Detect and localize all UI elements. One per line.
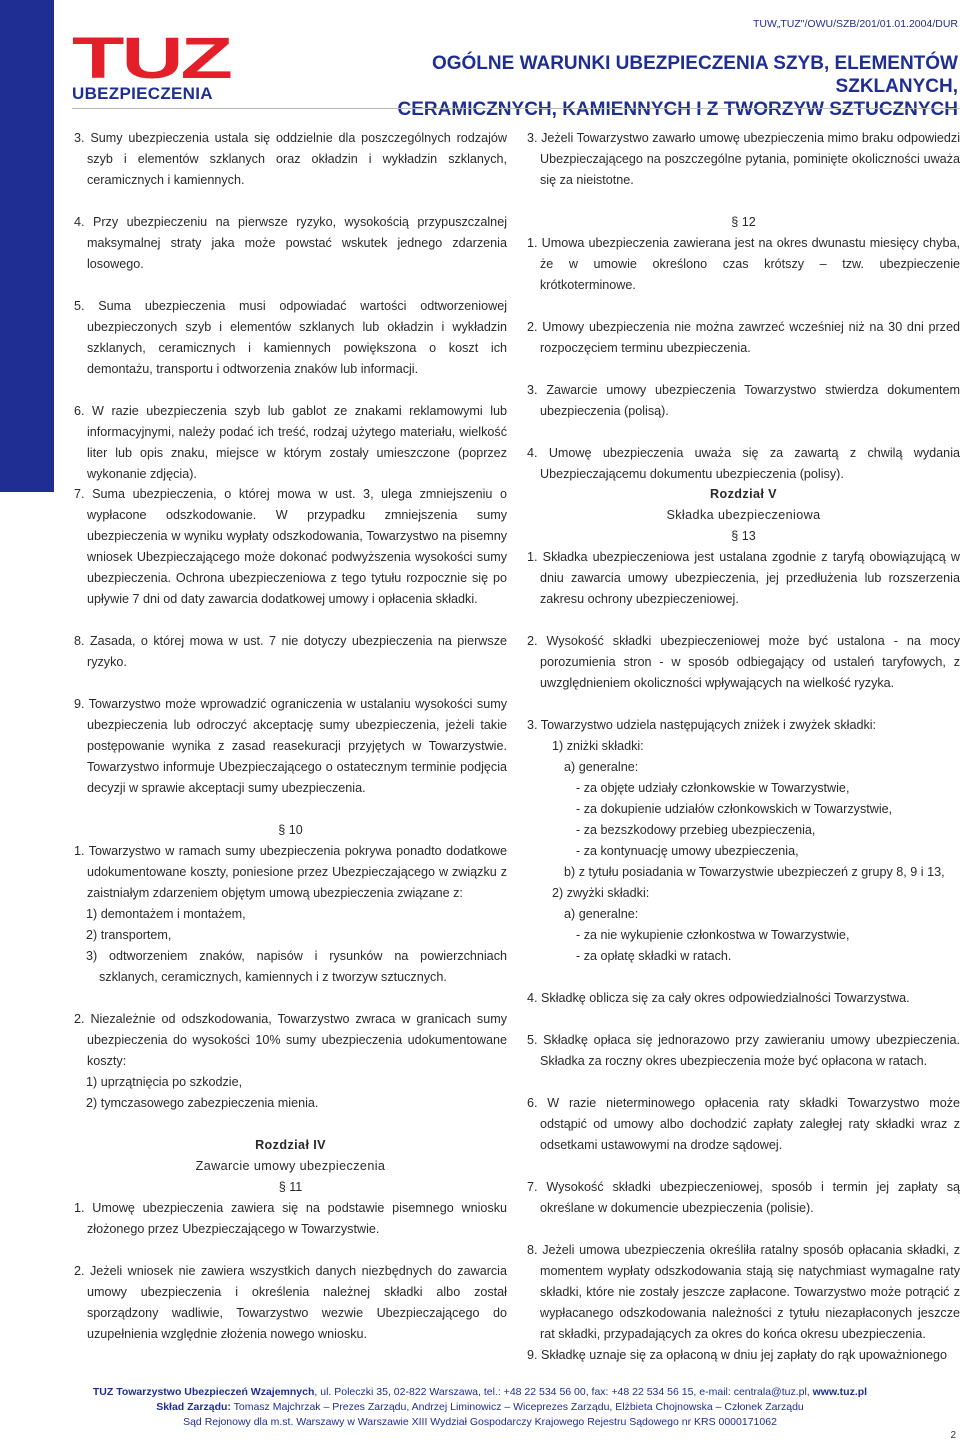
paragraph-8: 8. Zasada, o której mowa w ust. 7 nie dotyczy ubezpieczenia na pierwsze ryzyko. [74, 634, 507, 669]
logo-subtitle: UBEZPIECZENIA [72, 84, 213, 103]
section-10-point-1: 1. Towarzystwo w ramach sumy ubezpieczenia pokrywa ponadto dodatkowe udokumentowane koszty, poniesione przez Ubezpieczającego w związku z zaistniałym zdarzeniem objętym umową ubezpieczenia związane z: [74, 844, 507, 900]
section-10-item-2: 2) transportem, [86, 928, 172, 942]
footer-board-label: Skład Zarządu: [156, 1401, 231, 1413]
discounts-general: a) generalne: [564, 760, 639, 774]
section-13-point-4: 4. Składkę oblicza się za cały okres odpowiedzialności Towarzystwa. [527, 991, 910, 1005]
discounts-heading: 1) zniżki składki: [552, 739, 644, 753]
section-13-point-2: 2. Wysokość składki ubezpieczeniowej może być ustalona - na mocy porozumienia stron - w sposób odbiegający od ustaleń taryfowych, z uwzględnieniem okoliczności wpływających na wielkość ryzyka. [527, 634, 960, 690]
section-11-heading: § 11 [278, 1180, 303, 1194]
section-13-point-1: 1. Składka ubezpieczeniowa jest ustalana zgodnie z taryfą obowiązującą w dniu zawarcia umowy ubezpieczenia, jej przedłużenia lub rozszerzenia zakresu ochrony ubezpieczeniowej. [527, 550, 960, 606]
section-10-2-item-1: 1) uprzątnięcia po szkodzie, [86, 1075, 243, 1089]
section-11-point-1: 1. Umowę ubezpieczenia zawiera się na podstawie pisemnego wniosku złożonego przez Ubezpieczającego w Towarzystwie. [74, 1201, 507, 1236]
paragraph-6: 6. W razie ubezpieczenia szyb lub gablot ze znakami reklamowymi lub informacyjnymi, należy podać ich treść, rodzaj użytego materiału, wielkość liter lub opis znaku, miejsce w którym zostały umieszczone (poprzez wykonanie zdjęcia). [74, 404, 507, 481]
section-12-point-3: 3. Zawarcie umowy ubezpieczenia Towarzystwo stwierdza dokumentem ubezpieczenia (polisą). [527, 383, 960, 418]
surcharges-heading: 2) zwyżki składki: [552, 886, 650, 900]
left-column-bottom [74, 484, 507, 1345]
page-number: 2 [950, 1430, 956, 1441]
chapter-4-subtitle: Zawarcie umowy ubezpieczenia [195, 1159, 386, 1173]
section-10-item-1: 1) demontażem i montażem, [86, 907, 246, 921]
paragraph-5: 5. Suma ubezpieczenia musi odpowiadać wartości odtworzeniowej ubezpieczonych szyb i elementów szklanych lub okładzin i wykładzin szklanych, ceramicznych i kamiennych powiększona o koszt ich demontażu, transportu i odtworzenia znaków lub informacji. [74, 299, 507, 376]
surcharge-item-2: - za opłatę składki w ratach. [576, 949, 732, 963]
title-line-2: CERAMICZNYCH, KAMIENNYCH I Z TWORZYW SZTUCZNYCH [397, 99, 958, 120]
section-12-point-1: 1. Umowa ubezpieczenia zawierana jest na okres dwunastu miesięcy chyba, że w umowie określono czas krótszy – tzw. ubezpieczenie krótkoterminowe. [527, 236, 960, 292]
right-paragraph-3: 3. Jeżeli Towarzystwo zawarło umowę ubezpieczenia mimo braku odpowiedzi Ubezpieczającego na poszczególne pytania, pominięte okoliczności uważa się za nieistotne. [527, 131, 960, 187]
logo-text: TUZ [72, 34, 231, 82]
header-divider [72, 108, 960, 109]
paragraph-3: 3. Sumy ubezpieczenia ustala się oddzielnie dla poszczególnych rodzajów szyb i elementów szklanych oraz okładzin i wykładzin szklanych, ceramicznych i kamiennych. [74, 131, 507, 187]
section-13-point-5: 5. Składkę opłaca się jednorazowo przy zawieraniu umowy ubezpieczenia. Składka za roczny okres ubezpieczenia może być opłacona w ratach. [527, 1033, 960, 1068]
right-column-top [527, 128, 960, 485]
title-line-1: OGÓLNE WARUNKI UBEZPIECZENIA SZYB, ELEMENTÓW SZKLANYCH, [431, 53, 958, 97]
section-11-point-2: 2. Jeżeli wniosek nie zawiera wszystkich danych niezbędnych do zawarcia umowy ubezpieczenia i określenia należnej składki albo został sporządzony wadliwie, Towarzystwo wezwie Ubezpieczającego do uzupełnienia względnie złożenia nowego wniosku. [74, 1264, 507, 1341]
section-10-item-3: 3) odtworzeniem znaków, napisów i rysunków na powierzchniach szklanych, ceramicznych, kamiennych i z tworzyw sztucznych. [86, 949, 507, 984]
tuz-logo [72, 34, 242, 108]
surcharges-general: a) generalne: [564, 907, 639, 921]
section-13-point-7: 7. Wysokość składki ubezpieczeniowej, sposób i termin jej zapłaty są określane w dokumencie ubezpieczenia (polisie). [527, 1180, 960, 1215]
section-12-point-2: 2. Umowy ubezpieczenia nie można zawrzeć wcześniej niż na 30 dni przed rozpoczęciem terminu ubezpieczenia. [527, 320, 960, 355]
footer-company: TUZ Towarzystwo Ubezpieczeń Wzajemnych [92, 1386, 315, 1398]
paragraph-7: 7. Suma ubezpieczenia, o której mowa w ust. 3, ulega zmniejszeniu o wypłacone odszkodowanie. W przypadku zmniejszenia sumy ubezpieczenia w wyniku wypłaty odszkodowania, Towarzystwo na pisemny wniosek Ubezpieczającego może dokonać podwyższenia wysokości sumy ubezpieczenia. Ochrona ubezpieczeniowa z tego tytułu rozpocznie się po upływie 7 dni od daty zawarcia dodatkowej umowy i opłacenia składki. [74, 487, 507, 606]
footer-address: , ul. Poleczki 35, 02-822 Warszawa, tel.: +48 22 534 56 00, fax: +48 22 534 56 15, e-mail: centrala@tuz.pl, [314, 1386, 813, 1398]
document-code: TUW„TUZ"/OWU/SZB/201/01.01.2004/DUR [752, 18, 958, 30]
footer-website-link[interactable]: www.tuz.pl [812, 1386, 868, 1398]
paragraph-9: 9. Towarzystwo może wprowadzić ograniczenia w ustalaniu wysokości sumy ubezpieczenia lub odroczyć akceptację sumy ubezpieczenia, jeżeli takie postępowanie wynika z zasad reasekuracji przyjętych w Towarzystwie. Towarzystwo informuje Ubezpieczającego o ostatecznym terminie podjęcia decyzji w sprawie akceptacji sumy ubezpieczenia. [74, 697, 507, 795]
left-column-top [74, 128, 507, 485]
document-title [328, 52, 958, 121]
chapter-4-title: Rozdział IV [255, 1138, 326, 1152]
section-10-heading: § 10 [278, 823, 303, 837]
section-12-heading: § 12 [731, 215, 756, 229]
section-13-point-6: 6. W razie nieterminowego opłacenia raty składki Towarzystwo może odstąpić od umowy albo dochodzić zapłaty zaległej raty składki wraz z odsetkami ustawowymi na drodze sądowej. [527, 1096, 960, 1152]
side-color-bar [0, 0, 54, 492]
section-10-point-2: 2. Niezależnie od odszkodowania, Towarzystwo zwraca w granicach sumy ubezpieczenia do wysokości 10% sumy ubezpieczenia udokumentowane koszty: [74, 1012, 507, 1068]
discount-item-4: - za kontynuację umowy ubezpieczenia, [576, 844, 799, 858]
tuz-logo-mark [72, 34, 232, 82]
discount-item-1: - za objęte udziały członkowskie w Towarzystwie, [576, 781, 850, 795]
footer [0, 1385, 960, 1430]
paragraph-4: 4. Przy ubezpieczeniu na pierwsze ryzyko, wysokością przypuszczalnej maksymalnej straty jaka może powstać wskutek jednego zdarzenia losowego. [74, 215, 507, 271]
discount-item-3: - za bezszkodowy przebieg ubezpieczenia, [576, 823, 816, 837]
chapter-5-title: Rozdział V [710, 487, 777, 501]
right-column-bottom [527, 484, 960, 1366]
discounts-group: b) z tytułu posiadania w Towarzystwie ubezpieczeń z grupy 8, 9 i 13, [564, 865, 945, 879]
chapter-5-subtitle: Składka ubezpieczeniowa [666, 508, 821, 522]
footer-board-line [0, 1400, 960, 1415]
footer-address-line [0, 1385, 960, 1400]
footer-court: Sąd Rejonowy dla m.st. Warszawy w Warszawie XIII Wydział Gospodarczy Krajowego Rejestru Sądowego nr KRS 0000171062 [183, 1416, 777, 1428]
surcharge-item-1: - za nie wykupienie członkostwa w Towarzystwie, [576, 928, 850, 942]
section-13-point-9: 9. Składkę uznaje się za opłaconą w dniu jej zapłaty do rąk upoważnionego [527, 1348, 948, 1362]
discount-item-2: - za dokupienie udziałów członkowskich w Towarzystwie, [576, 802, 893, 816]
section-10-2-item-2: 2) tymczasowego zabezpieczenia mienia. [86, 1096, 319, 1110]
section-13-point-8: 8. Jeżeli umowa ubezpieczenia określiła ratalny sposób opłacania składki, z momentem wypłaty odszkodowania stają się natychmiast wymagalne raty składki, które nie zostały jeszcze zapłacone. Towarzystwo może potrącić z wypłacanego odszkodowania należności z tytułu niezapłaconych jeszcze rat składki, przypadających za okres do końca okresu ubezpieczenia. [527, 1243, 960, 1341]
section-12-point-4: 4. Umowę ubezpieczenia uważa się za zawartą z chwilą wydania Ubezpieczającemu dokumentu ubezpieczenia (polisy). [527, 446, 960, 481]
section-13-heading: § 13 [731, 529, 756, 543]
footer-board: Tomasz Majchrzak – Prezes Zarządu, Andrzej Liminowicz – Wiceprezes Zarządu, Elżbieta Chojnowska – Członek Zarządu [230, 1401, 804, 1413]
section-13-point-3: 3. Towarzystwo udziela następujących zniżek i zwyżek składki: [527, 718, 877, 732]
